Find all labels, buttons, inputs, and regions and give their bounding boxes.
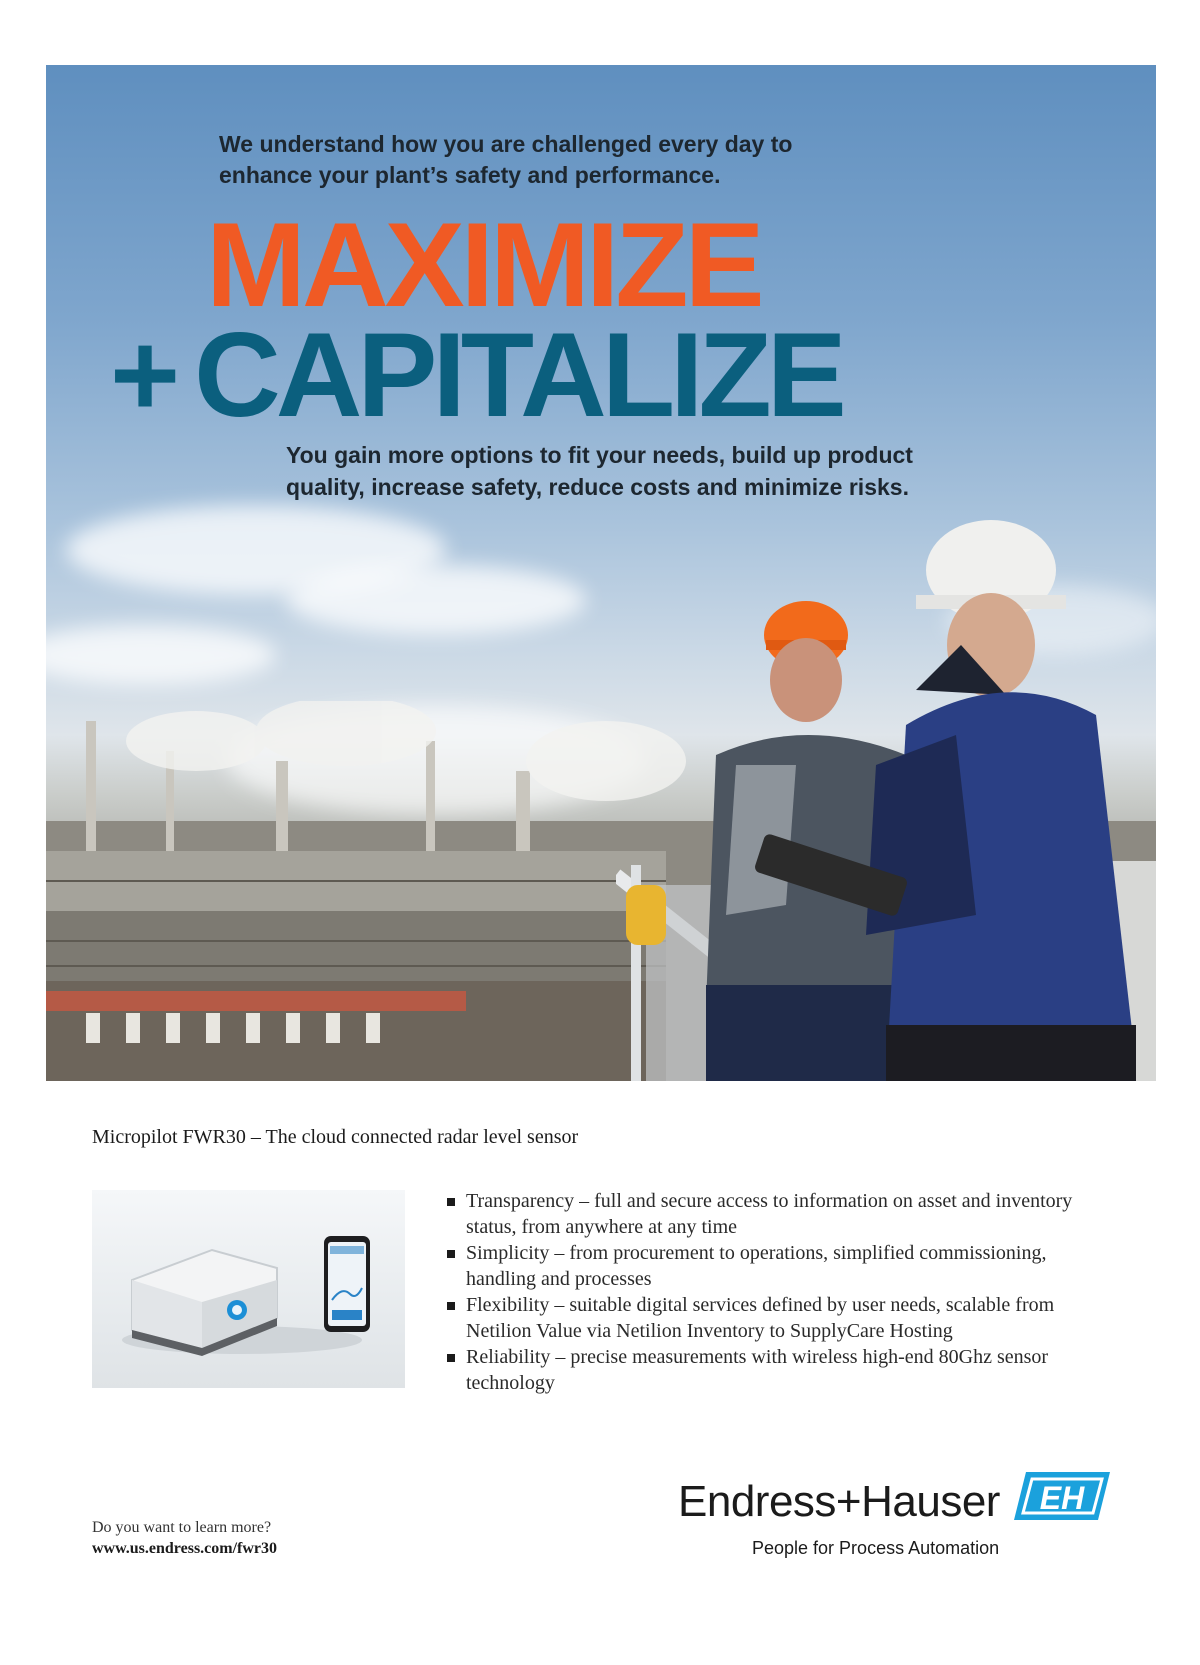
product-title: Micropilot FWR30 – The cloud connected radar level sensor [92,1126,579,1148]
brand-tagline: People for Process Automation [752,1538,1000,1558]
brand-name: Endress+Hauser [678,1477,1000,1526]
hero-benefit: You gain more options to fit your needs, build up product quality, increase safety, reduce costs and minimize risks. [286,442,913,500]
learn-more-url[interactable]: www.us.endress.com/fwr30 [92,1540,278,1557]
cloud [46,625,276,685]
product-image [92,1190,405,1388]
logo-lettering: EH [1039,1480,1085,1516]
feature-item-simplicity: Simplicity – from procurement to operations, simplified commissioning, handling and processes [446,1240,1106,1292]
endress-hauser-logo-icon [1014,1472,1110,1520]
hero-intro: We understand how you are challenged every day to enhance your plant’s safety and performance. [219,131,793,188]
learn-more-block [92,1517,277,1559]
radar-sensor-illustration [92,1190,405,1388]
headline-plus: + [110,308,181,442]
feature-list [446,1188,1106,1396]
headline-capitalize [110,308,842,442]
workers-photo-illustration [616,465,1156,1081]
hero-image [46,65,1156,1081]
feature-item-flexibility: Flexibility – suitable digital services defined by user needs, scalable from Netilion Value via Netilion Inventory to SupplyCare Hosting [446,1292,1106,1344]
feature-item-transparency: Transparency – full and secure access to information on asset and inventory status, from anywhere at any time [446,1188,1106,1240]
headline-capitalize-text: CAPITALIZE [194,308,842,442]
headline-maximize: MAXIMIZE [206,198,761,332]
cloud [286,565,586,635]
learn-more-text: Do you want to learn more? [92,1519,272,1536]
feature-item-reliability: Reliability – precise measurements with wireless high-end 80Ghz sensor technology [446,1344,1106,1396]
